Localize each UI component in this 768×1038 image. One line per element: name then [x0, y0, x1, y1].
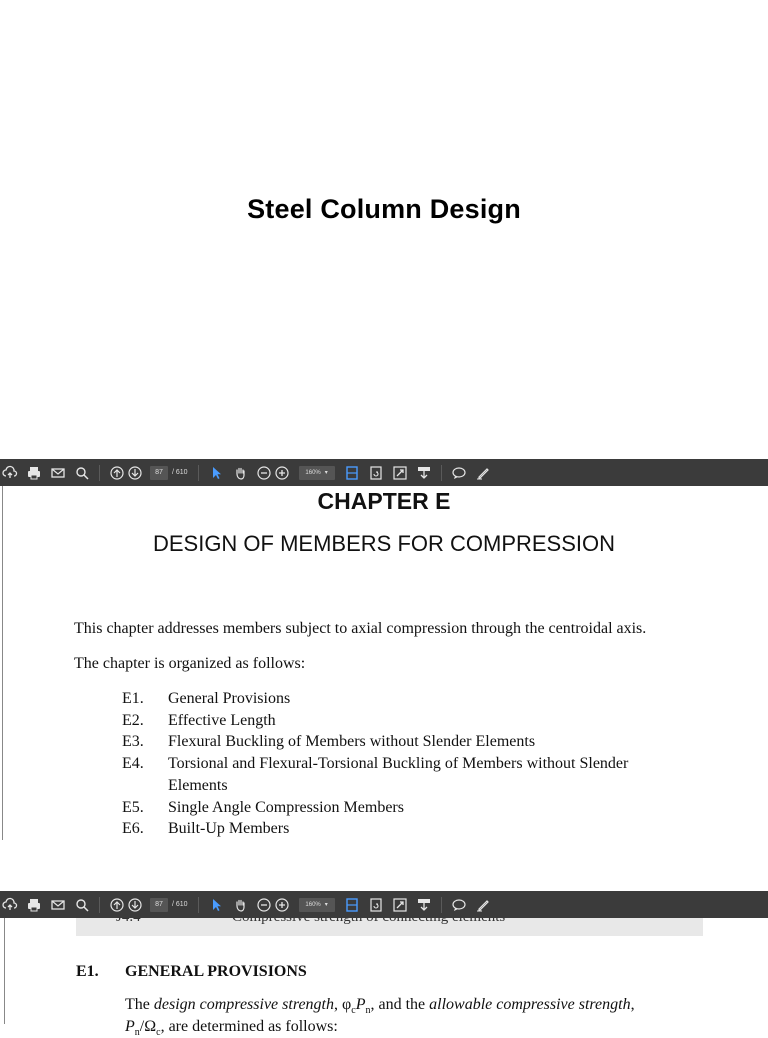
list-item-text: Torsional and Flexural-Torsional Buckling of Members without Slender Elements: [168, 755, 629, 794]
section-number: E1.: [76, 963, 99, 980]
hand-tool-icon[interactable]: [233, 466, 247, 480]
cloud-upload-icon[interactable]: [3, 898, 17, 912]
zoom-out-icon[interactable]: [257, 466, 271, 480]
zoom-out-icon[interactable]: [257, 898, 271, 912]
text-run: The: [125, 996, 154, 1013]
document-page-1: [0, 486, 768, 840]
section-title: GENERAL PROVISIONS: [125, 963, 307, 980]
page-number-input[interactable]: 87: [150, 898, 168, 912]
italic-term: allowable compressive strength: [429, 996, 631, 1013]
italic-term: design compressive strength: [153, 996, 334, 1013]
list-item: [122, 731, 688, 753]
page-total: / 610: [172, 901, 188, 908]
toolbar-divider: [198, 897, 199, 913]
pen-icon[interactable]: [476, 898, 490, 912]
page-number-input[interactable]: 87: [150, 466, 168, 480]
pen-icon[interactable]: [476, 466, 490, 480]
slide-title: Steel Column Design: [247, 194, 521, 224]
list-item-text: Effective Length: [168, 711, 276, 729]
page-edge: [4, 918, 5, 1024]
intro-paragraph: This chapter addresses members subject to axial compression through the centroidal axis.: [74, 620, 647, 637]
stamp-icon[interactable]: [417, 898, 431, 912]
list-item-text: Single Angle Compression Members: [168, 798, 404, 816]
document-page-2: [0, 918, 768, 1038]
list-item-number: E4.: [122, 755, 144, 773]
chevron-down-icon: ▾: [324, 902, 328, 908]
rotate-icon[interactable]: [369, 898, 383, 912]
list-item-number: E5.: [122, 798, 144, 816]
chevron-down-icon: ▾: [324, 470, 328, 476]
zoom-value: 160%: [305, 901, 321, 908]
hand-tool-icon[interactable]: [233, 898, 247, 912]
fullscreen-icon[interactable]: [393, 466, 407, 480]
list-item-number: E3.: [122, 733, 144, 751]
fullscreen-icon[interactable]: [393, 898, 407, 912]
page-down-icon[interactable]: [128, 466, 142, 480]
zoom-select[interactable]: [299, 466, 335, 480]
rotate-icon[interactable]: [369, 466, 383, 480]
page-up-icon[interactable]: [110, 466, 124, 480]
text-run: ,: [630, 996, 635, 1013]
symbol: P: [125, 1018, 135, 1035]
page-total: / 610: [172, 469, 188, 476]
text-run: , and the: [370, 996, 430, 1013]
page-down-icon[interactable]: [128, 898, 142, 912]
toolbar-divider: [198, 465, 199, 481]
print-icon[interactable]: [27, 898, 41, 912]
list-item-number: E1.: [122, 690, 144, 707]
comment-icon[interactable]: [452, 466, 466, 480]
cloud-upload-icon[interactable]: [3, 466, 17, 480]
list-item: [122, 688, 688, 710]
print-icon[interactable]: [27, 466, 41, 480]
pdf-toolbar: [0, 891, 768, 918]
section-paragraph: [125, 996, 635, 1016]
email-icon[interactable]: [51, 898, 65, 912]
zoom-in-icon[interactable]: [275, 898, 289, 912]
organized-paragraph: The chapter is organized as follows:: [74, 655, 306, 672]
list-item-text: Flexural Buckling of Members without Slender Elements: [168, 733, 536, 751]
fit-page-icon[interactable]: [345, 898, 359, 912]
select-cursor-icon[interactable]: [209, 466, 223, 480]
subscript: n: [134, 1027, 140, 1038]
subscript: n: [365, 1005, 371, 1017]
search-icon[interactable]: [75, 898, 89, 912]
toolbar-divider: [99, 897, 100, 913]
text-run: , are determined as follows:: [160, 1018, 338, 1035]
list-item: [122, 753, 688, 796]
list-item: [122, 818, 688, 840]
chapter-heading: CHAPTER E: [317, 488, 451, 514]
page-up-icon[interactable]: [110, 898, 124, 912]
list-item-number: E2.: [122, 711, 144, 729]
chapter-subtitle: DESIGN OF MEMBERS FOR COMPRESSION: [152, 531, 616, 556]
text-run: , φ: [334, 996, 352, 1013]
text-run: /Ω: [139, 1018, 157, 1035]
subscript: c: [156, 1027, 161, 1038]
zoom-value: 160%: [305, 469, 321, 476]
chapter-contents-list: [122, 688, 688, 840]
stamp-icon[interactable]: [417, 466, 431, 480]
section-paragraph-line-2: [125, 1018, 338, 1038]
list-item: [122, 797, 688, 819]
toolbar-divider: [99, 465, 100, 481]
zoom-in-icon[interactable]: [275, 466, 289, 480]
pdf-toolbar: [0, 459, 768, 486]
subscript: c: [351, 1005, 356, 1017]
list-item-text: General Provisions: [168, 690, 291, 707]
comment-icon[interactable]: [452, 898, 466, 912]
toolbar-divider: [441, 465, 442, 481]
fit-page-icon[interactable]: [345, 466, 359, 480]
list-item-number: E6.: [122, 820, 144, 838]
search-icon[interactable]: [75, 466, 89, 480]
toc-band: [76, 918, 703, 936]
email-icon[interactable]: [51, 466, 65, 480]
list-item-text: Built-Up Members: [168, 820, 290, 838]
toolbar-divider: [441, 897, 442, 913]
symbol: P: [355, 996, 366, 1013]
select-cursor-icon[interactable]: [209, 898, 223, 912]
list-item: [122, 710, 688, 732]
zoom-select[interactable]: [299, 898, 335, 912]
